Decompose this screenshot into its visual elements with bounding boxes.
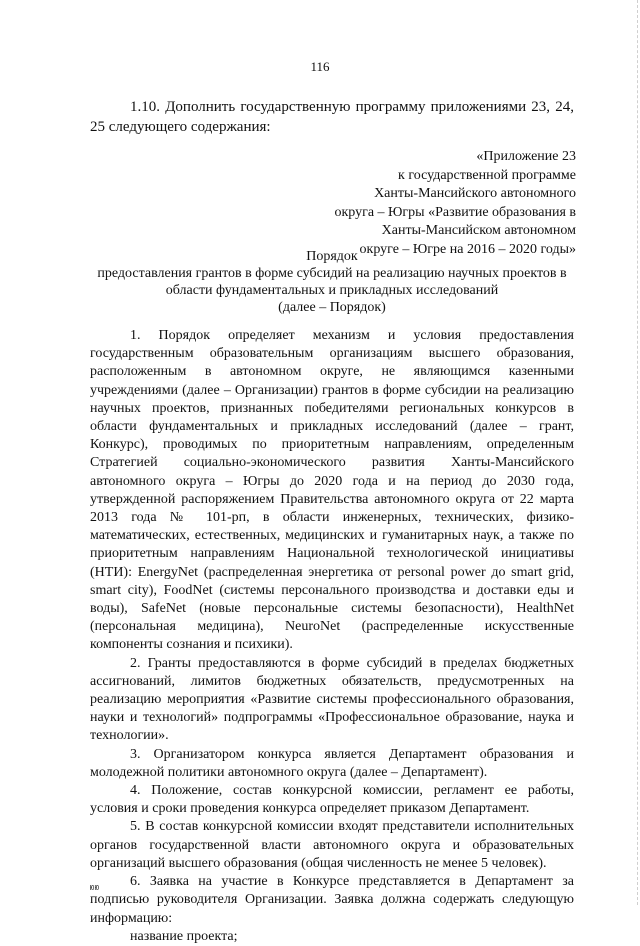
- list-item-project-name: название проекта;: [130, 928, 238, 944]
- appendix-line: к государственной программе: [398, 167, 576, 183]
- footer-mark: ЮЮ: [90, 884, 100, 892]
- title-line: области фундаментальных и прикладных исследований: [165, 283, 499, 298]
- appendix-line: «Приложение 23: [476, 149, 576, 164]
- paragraph-4: 4. Положение, состав конкурсной комиссии, регламент ее работы, условия и сроки проведения конкурса определяет приказом Департамент.: [90, 783, 574, 817]
- appendix-line: Ханты-Мансийском автономном: [381, 223, 576, 238]
- appendix-line: округа – Югры «Развитие образования в: [334, 204, 576, 220]
- title-line: предоставления грантов в форме субсидий на реализацию научных проектов в: [97, 266, 567, 281]
- title-line: Порядок: [306, 249, 358, 264]
- paragraph-1: 1. Порядок определяет механизм и условия предоставления государственным образовательным организациям высшего образования, расположенным в автономном округе, не являющимся казенными учреждениями (далее – Организации) грантов в форме субсидии на реализацию научных проектов, признанных победителями региональных конкурсов в области фундаментальных и прикладных исследований (далее – грант, Конкурс), проводимых по приоритетным направлениям, определенным Стратегией социально-экономического развития Ханты-Мансийского автономного округа – Югры до 2020 года и на период до 2030 года, утвержденной распоряжением Правительства автономного округа от 22 марта 2013 года № 101-рп, в области инженерных, технических, физико-математических, естественных, медицинских и гуманитарных наук, а также по приоритетным направлениям Национальной технологической инициативы (НТИ): EnergyNet (распределенная энергетика от personal power до smart grid, smart city), FoodNet (системы персонального производства и доставки еды и воды), SafeNet (новые персональные системы безопасности), HealthNet (персональная медицина), NeuroNet (распределенные искусственные компоненты сознания и психики).: [90, 328, 574, 653]
- intro-paragraph: 1.10. Дополнить государственную программу приложениями 23, 24, 25 следующего содержания:: [90, 99, 574, 135]
- appendix-header: [276, 148, 576, 259]
- page-edge: [636, 0, 638, 905]
- title-line: (далее – Порядок): [278, 300, 386, 315]
- paragraph-2: 2. Гранты предоставляются в форме субсидий в пределах бюджетных ассигнований, лимитов бюджетных обязательств, предусмотренных на реализацию мероприятия «Развитие системы профессионального образования, науки и технологий» подпрограммы «Профессиональное образование, наука и технологии».: [90, 655, 574, 744]
- page-number: 116: [310, 59, 330, 74]
- document-title: [80, 248, 584, 316]
- paragraph-3: 3. Организатором конкурса является Департамент образования и молодежной политики автономного округа (далее – Департамент).: [90, 746, 574, 780]
- paragraph-6: 6. Заявка на участие в Конкурсе представляется в Департамент за подписью руководителя Организации. Заявка должна содержать следующую информацию:: [90, 874, 574, 926]
- appendix-line: Ханты-Мансийского автономного: [374, 186, 576, 201]
- paragraph-5: 5. В состав конкурсной комиссии входят представители исполнительных органов государственной власти автономного округа и образовательных организаций высшего образования (общая численность не менее 5 человек).: [90, 819, 574, 871]
- appendix-line: округе – Югре на 2016 – 2020 годы»: [359, 241, 576, 257]
- body-text: [90, 327, 574, 946]
